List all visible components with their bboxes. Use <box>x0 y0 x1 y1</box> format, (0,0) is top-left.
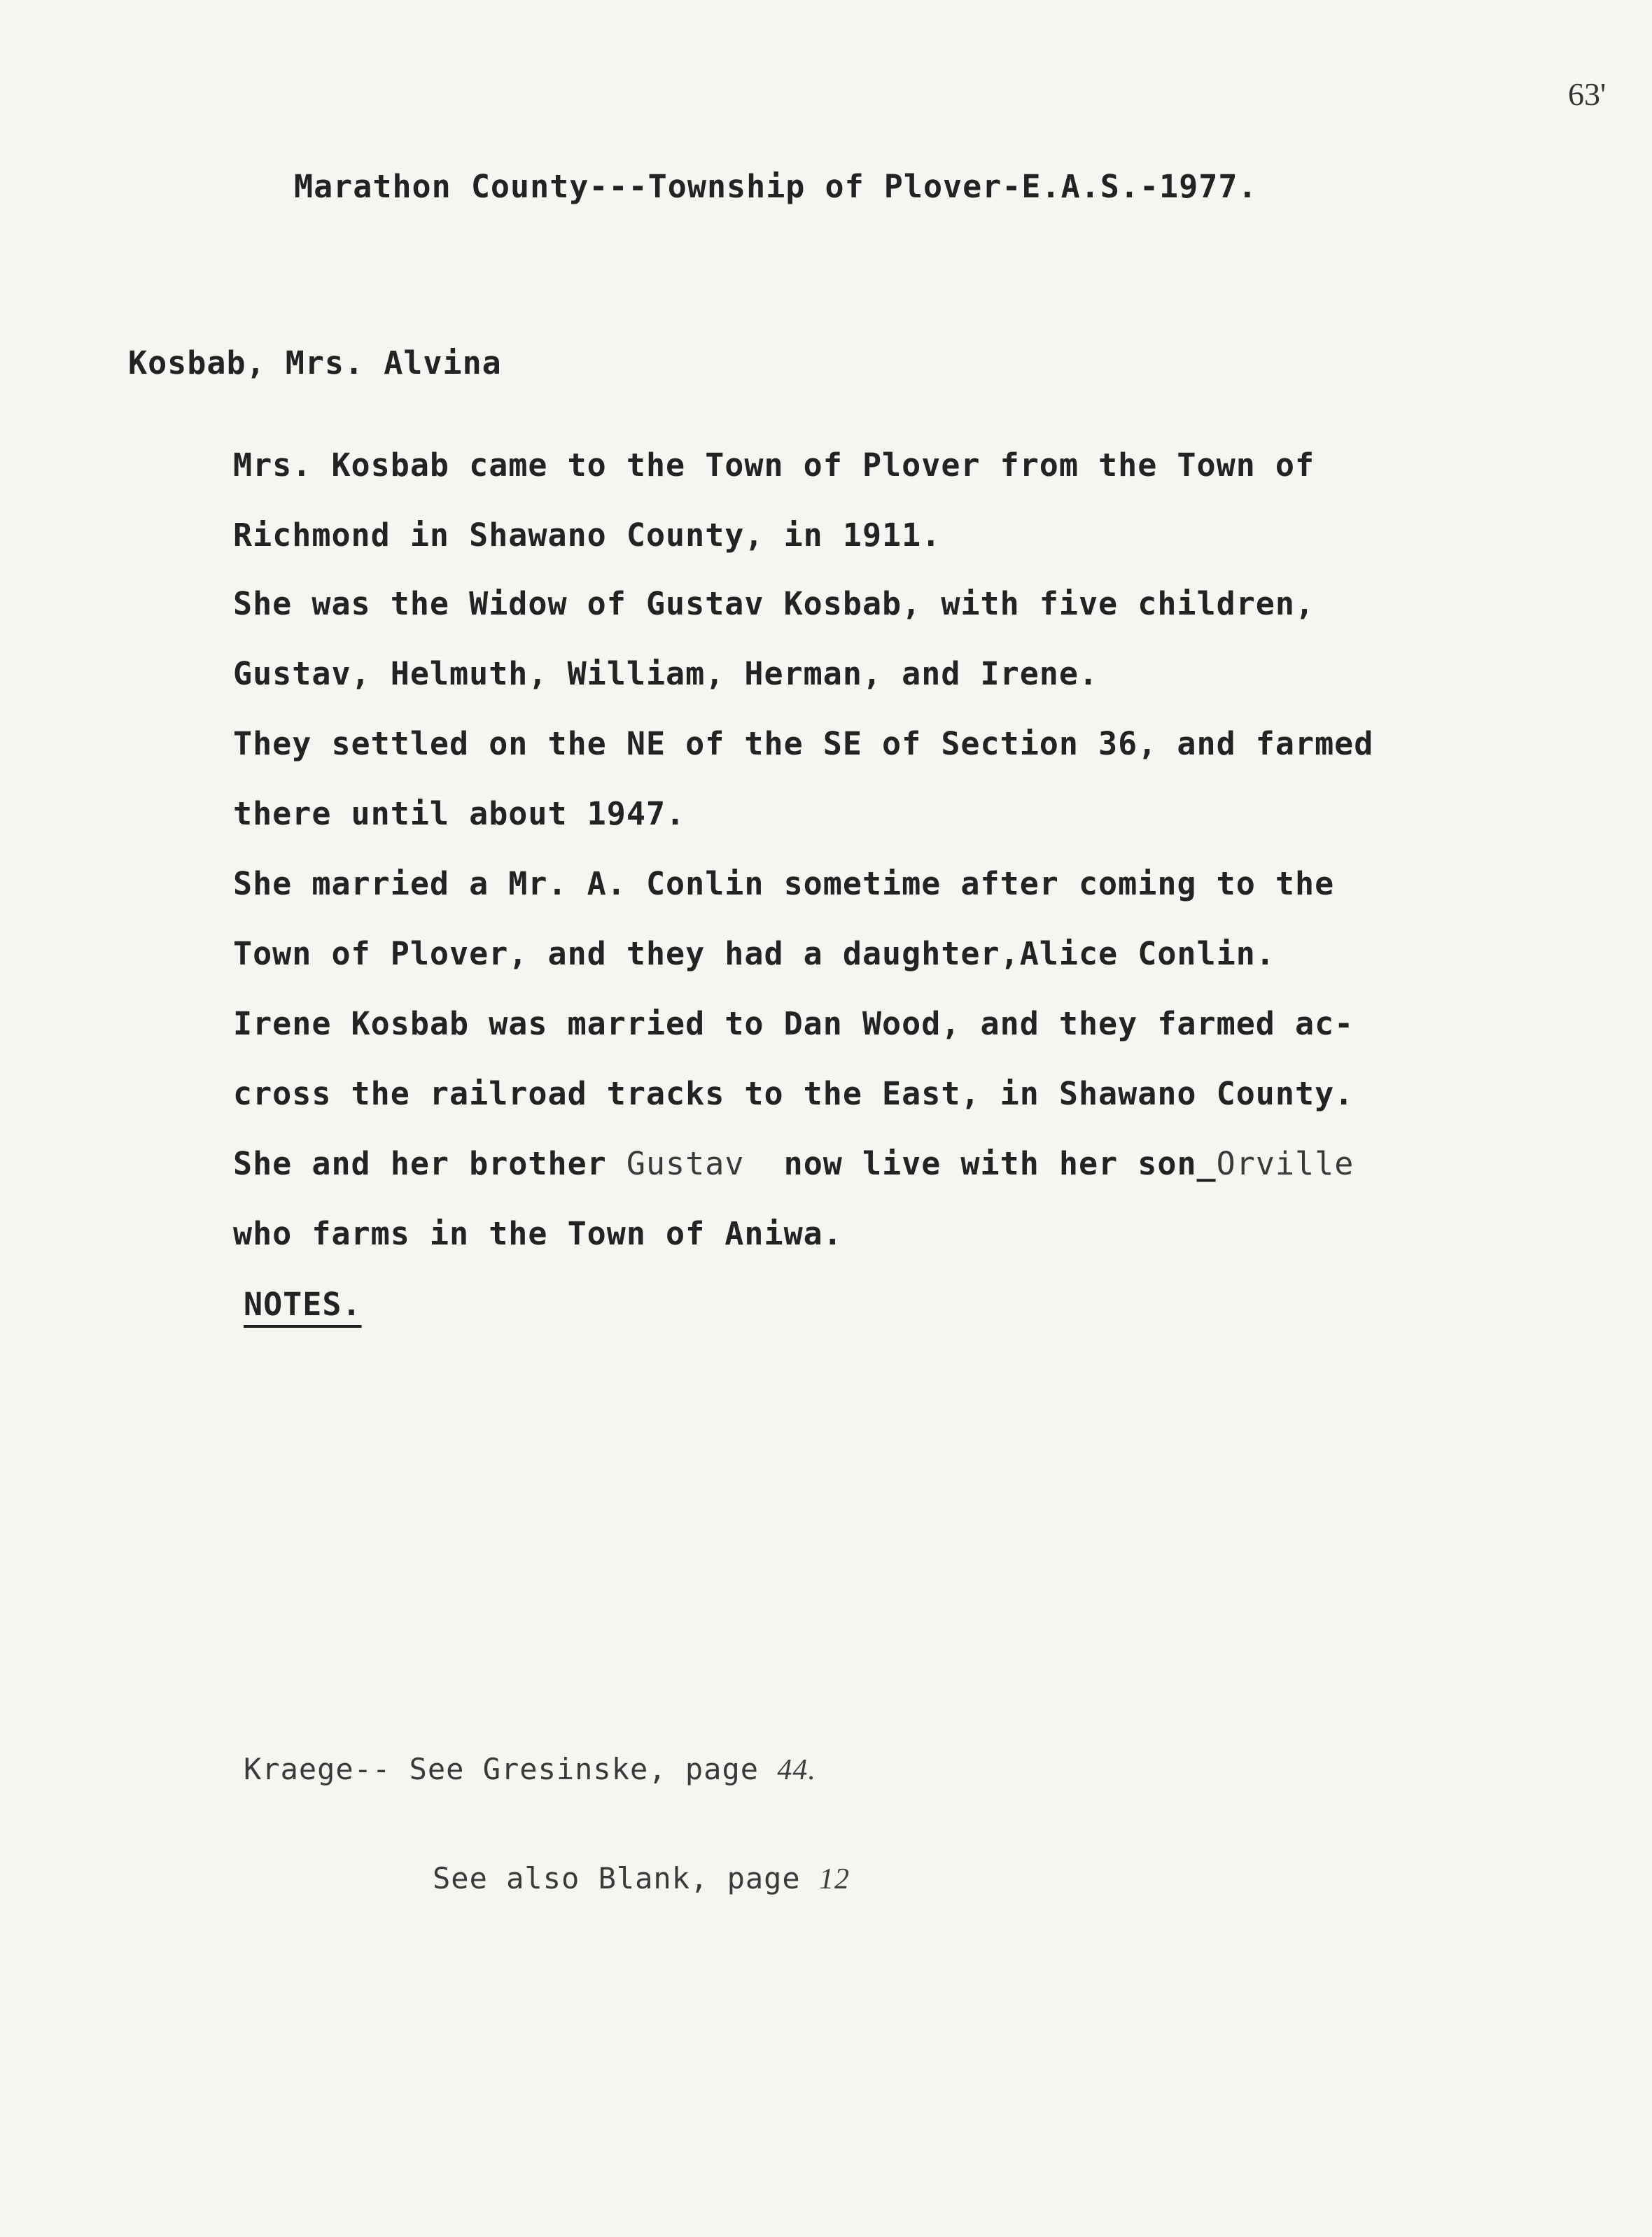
paragraph-line: Mrs. Kosbab came to the Town of Plover from the Town of <box>233 447 1315 484</box>
paragraph-line: She was the Widow of Gustav Kosbab, with five children, <box>233 585 1315 622</box>
paragraph-line-with-insertions <box>233 1145 1354 1182</box>
footer-text: See also Blank, page <box>433 1861 820 1895</box>
paragraph-line: Irene Kosbab was married to Dan Wood, and they farmed ac- <box>233 1005 1354 1042</box>
footer-references <box>244 1683 850 1970</box>
paragraph-line: who farms in the Town of Aniwa. <box>233 1215 843 1252</box>
paragraph-line: They settled on the NE of the SE of Section 36, and farmed <box>233 725 1374 762</box>
page-number: 63' <box>1568 76 1606 112</box>
notes-heading: NOTES. <box>244 1286 362 1323</box>
paragraph-line: there until about 1947. <box>233 795 686 832</box>
footer-line-1 <box>244 1752 850 1793</box>
subject-name: Kosbab, Mrs. Alvina <box>128 344 502 381</box>
paragraph-line: She married a Mr. A. Conlin sometime after coming to the <box>233 865 1335 902</box>
paragraph-line: Gustav, Helmuth, William, Herman, and Irene. <box>233 655 1099 692</box>
paragraph-line: Town of Plover, and they had a daughter,Alice Conlin. <box>233 935 1275 972</box>
inserted-name: Gustav <box>626 1145 745 1182</box>
paragraph-line: cross the railroad tracks to the East, in Shawano County. <box>233 1075 1354 1112</box>
handwritten-page-number: 44. <box>777 1754 816 1786</box>
document-title: Marathon County---Township of Plover-E.A.S.-1977. <box>294 168 1258 205</box>
paragraph-line: Richmond in Shawano County, in 1911. <box>233 517 941 554</box>
footer-line-2 <box>244 1861 850 1902</box>
inserted-son-name: Orville <box>1216 1145 1354 1182</box>
handwritten-page-number: 12 <box>819 1863 850 1895</box>
line-text: now live with her son_ <box>744 1145 1217 1182</box>
footer-text: Kraege-- See Gresinske, page <box>244 1752 778 1786</box>
line-text: She and her brother <box>233 1145 626 1182</box>
